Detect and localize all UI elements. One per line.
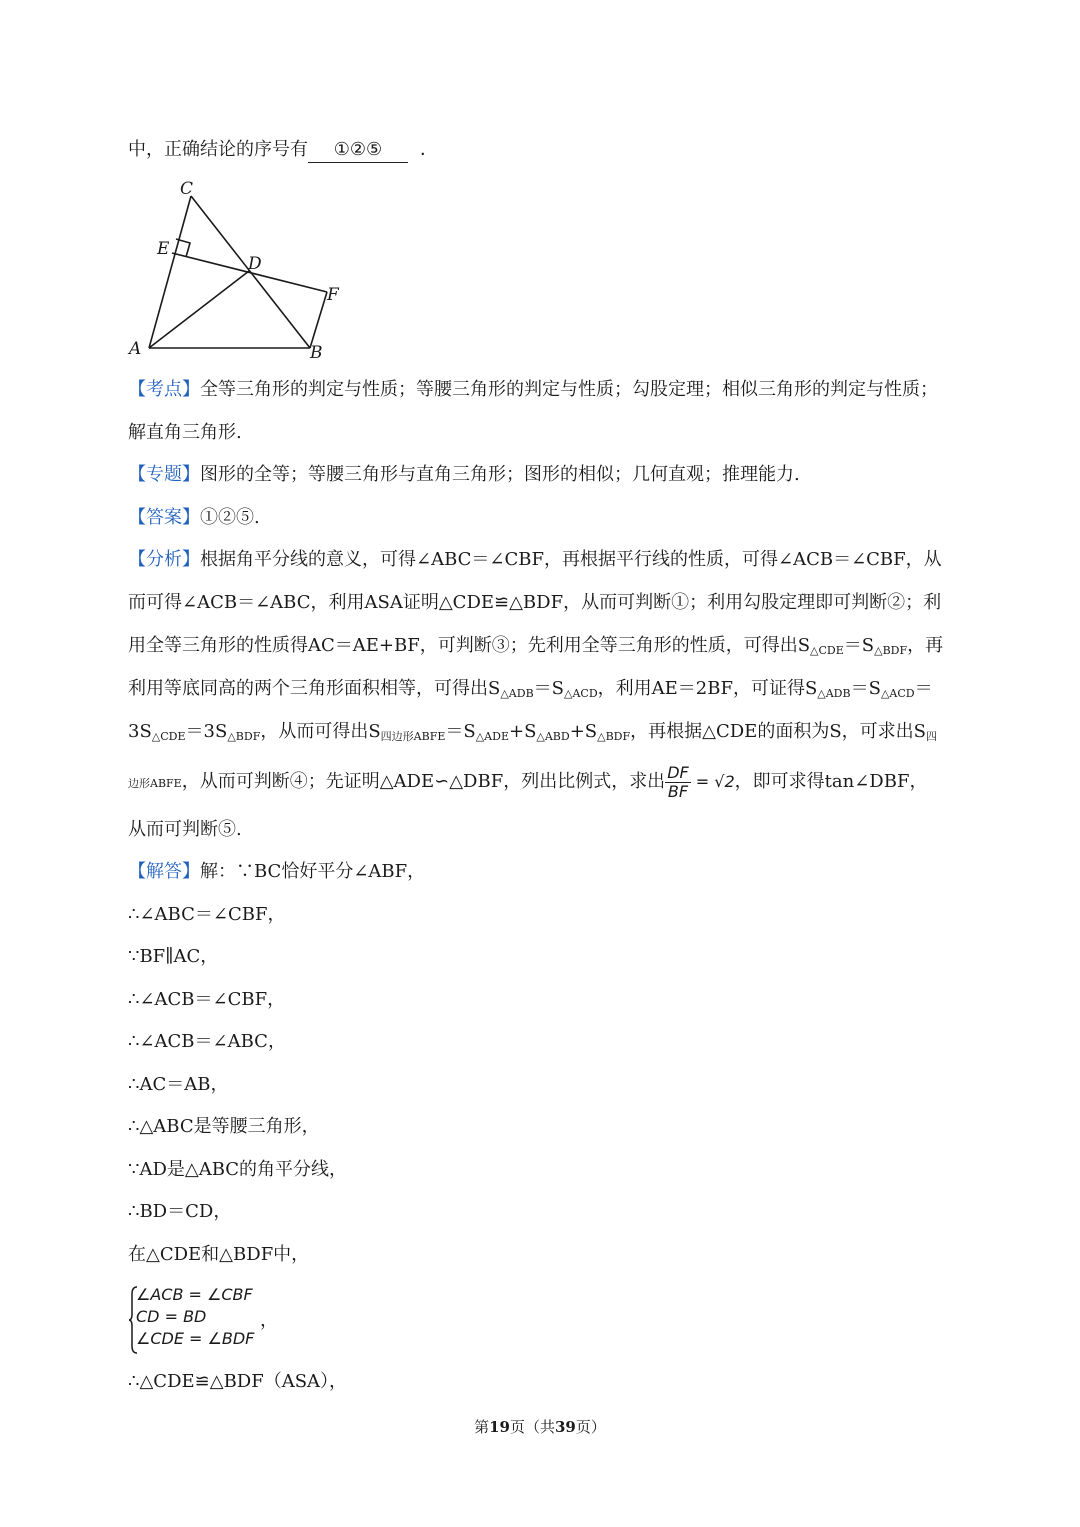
- solution-step: ∴∠ABC＝∠CBF，: [128, 904, 286, 925]
- label-E: E: [157, 239, 170, 259]
- fenxi-tag: 【分析】: [128, 549, 200, 570]
- solution-last: ∴△CDE≌△BDF（ASA），: [128, 1371, 348, 1392]
- fenxi-line6: 边形ABFE，从而可判断④；先证明△ADE∽△DBF，列出比例式，求出 $\frac{DF}{BF}$ = √2，即可求得tan∠DBF，: [128, 762, 928, 801]
- label-F: F: [327, 285, 339, 305]
- label-A: A: [129, 339, 142, 359]
- equation-system: ∠ACB = ∠CBF CD = BD ∠CDE = ∠BDF ，: [128, 1284, 388, 1354]
- kaodian-line2: 解直角三角形.: [128, 422, 242, 443]
- label-D: D: [248, 254, 262, 274]
- fenxi-line4: 利用等底同高的两个三角形面积相等，可得出$S_{\triangle ADB}=S_{\triangle ACD}$，利用AE＝2BF，可证得$S_{\triangle ADB}=S_{\triangle ACD}=$: [128, 678, 933, 700]
- solution-step: 在△CDE和△BDF中，: [128, 1244, 310, 1265]
- solution-step: ∵BF∥AC，: [128, 946, 219, 967]
- answer-blank: ①②⑤: [308, 138, 408, 163]
- solution-step: ∴BD＝CD，: [128, 1201, 232, 1222]
- system-row: CD = BD: [136, 1307, 207, 1326]
- page-footer: 第19页（共39页）: [474, 1418, 606, 1436]
- daan-line: 【答案】①②⑤.: [128, 507, 260, 528]
- label-B: B: [310, 343, 323, 363]
- kaodian-tag: 【考点】: [128, 379, 200, 400]
- segment-AD: [149, 271, 249, 348]
- solution-step: ∴∠ACB＝∠CBF，: [128, 989, 286, 1010]
- fenxi-line2: 而可得∠ACB＝∠ABC，利用ASA证明△CDE≌△BDF，从而可判断①；利用勾股定理即可判断②；利: [128, 592, 942, 613]
- jieda-tag: 【解答】: [128, 861, 200, 882]
- fenxi-line5: $3S_{\triangle CDE}=3S_{\triangle BDF}$，从而可得出$S_{四边形ABFE}=S_{\triangle ADE}+S_{\triangle ABD}+S_{\triangle BDF}$，再根据△CDE的面积为S，可求出$S_四$: [128, 721, 937, 743]
- solution-step: ∴AC＝AB，: [128, 1074, 229, 1095]
- fraction-df-bf: $\frac{DF}{BF}$: [667, 762, 689, 801]
- zhuanti-line: 【专题】图形的全等；等腰三角形与直角三角形；图形的相似；几何直观；推理能力.: [128, 464, 800, 485]
- zhuanti-tag: 【专题】: [128, 464, 200, 485]
- system-row: ∠ACB = ∠CBF: [136, 1285, 253, 1304]
- daan-tag: 【答案】: [128, 507, 200, 528]
- page-number: 19: [489, 1418, 510, 1436]
- solution-step: ∴△ABC是等腰三角形，: [128, 1116, 320, 1137]
- label-C: C: [180, 179, 194, 199]
- segment-AC: [149, 196, 191, 348]
- system-row: ∠CDE = ∠BDF: [136, 1329, 255, 1348]
- fenxi-line7: 从而可判断⑤.: [128, 819, 242, 840]
- fenxi-line3: 用全等三角形的性质得AC＝AE+BF，可判断③；先利用全等三角形的性质，可得出$S_{\triangle CDE}=S_{\triangle BDF}$，再: [128, 635, 944, 657]
- geometry-figure: [124, 174, 364, 366]
- fenxi-line1: 【分析】根据角平分线的意义，可得∠ABC＝∠CBF，再根据平行线的性质，可得∠ACB＝∠CBF，从: [128, 549, 942, 570]
- jieda-line: 【解答】解：∵BC恰好平分∠ABF，: [128, 861, 426, 882]
- segment-BF: [310, 292, 327, 348]
- solution-step: ∴∠ACB＝∠ABC，: [128, 1031, 286, 1052]
- question-tail: 中，正确结论的序号有 ①②⑤ ．: [128, 138, 438, 163]
- kaodian-line1: 【考点】全等三角形的判定与性质；等腰三角形的判定与性质；勾股定理；相似三角形的判定与性质；: [128, 379, 938, 400]
- total-pages: 39: [555, 1418, 576, 1436]
- solution-step: ∵AD是△ABC的角平分线，: [128, 1159, 348, 1180]
